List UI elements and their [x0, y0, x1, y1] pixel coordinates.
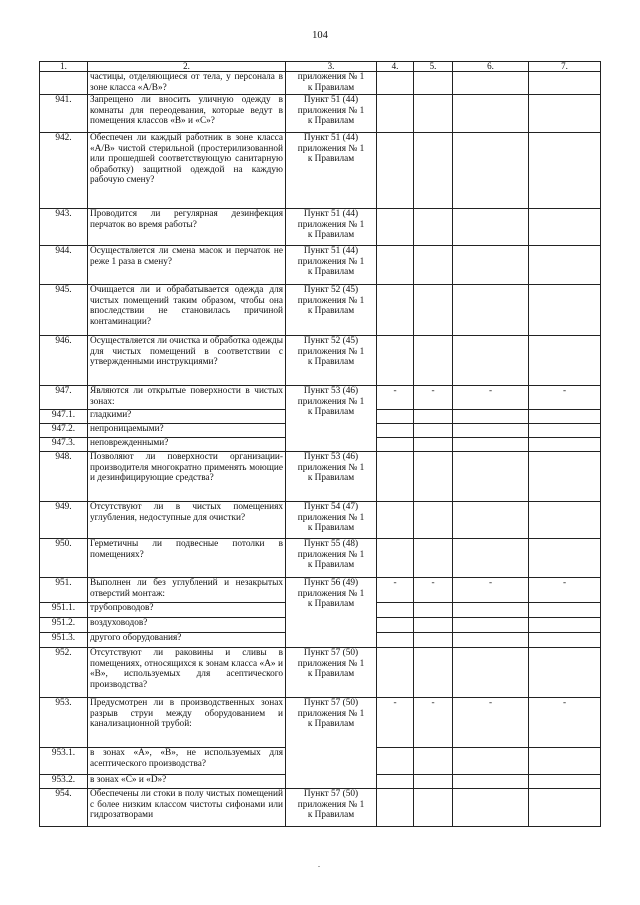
answer-cell[interactable] — [453, 72, 529, 95]
answer-cell[interactable] — [414, 438, 453, 452]
question-text: неповрежденными? — [88, 438, 286, 452]
row-number: 949. — [40, 502, 88, 539]
answer-cell[interactable] — [414, 502, 453, 539]
answer-cell[interactable] — [377, 133, 414, 209]
legal-reference: Пункт 51 (44) приложения № 1 к Правилам — [286, 133, 377, 209]
table-row — [40, 386, 601, 410]
legal-reference: Пункт 51 (44) приложения № 1 к Правилам — [286, 209, 377, 246]
answer-cell[interactable] — [453, 775, 529, 789]
answer-cell[interactable] — [377, 775, 414, 789]
question-text: частицы, отделяющиеся от тела, у персонала в зоне класса «А/В»? — [88, 72, 286, 95]
answer-cell[interactable] — [453, 209, 529, 246]
question-text: Герметичны ли подвесные потолки в помещениях? — [88, 539, 286, 578]
answer-cell[interactable] — [453, 633, 529, 648]
question-text: Осуществляется ли очистка и обработка одежды для чистых помещений в соответствии с утвержденными инструкциями? — [88, 336, 286, 386]
row-number: 951.3. — [40, 633, 88, 648]
answer-cell[interactable] — [529, 618, 601, 633]
answer-cell[interactable]: - — [414, 698, 453, 748]
table-row — [40, 789, 601, 827]
table-header-row — [40, 62, 601, 72]
question-text: Проводится ли регулярная дезинфекция перчаток во время работы? — [88, 209, 286, 246]
answer-cell[interactable] — [453, 285, 529, 336]
answer-cell[interactable]: - — [529, 698, 601, 748]
legal-reference: приложения № 1 к Правилам — [286, 72, 377, 95]
column-header: 3. — [286, 62, 377, 72]
answer-cell[interactable] — [529, 246, 601, 285]
answer-cell[interactable]: - — [377, 698, 414, 748]
answer-cell[interactable] — [453, 603, 529, 618]
question-text: Обеспечен ли каждый работник в зоне класса «А/В» чистой стерильной (простерилизованной или прошедшей соответствующую санитарную обработку) защитной одеждой на каждую рабочую смену? — [88, 133, 286, 209]
answer-cell[interactable] — [529, 133, 601, 209]
question-text: в зонах «С» и «D»? — [88, 775, 286, 789]
answer-cell[interactable] — [414, 72, 453, 95]
question-text: Запрещено ли вносить уличную одежду в комнаты для переодевания, которые ведут в помещения классов «В» и «С»? — [88, 95, 286, 133]
question-text: гладкими? — [88, 410, 286, 424]
answer-cell[interactable]: - — [453, 386, 529, 410]
answer-cell[interactable] — [377, 452, 414, 502]
answer-cell[interactable] — [377, 95, 414, 133]
question-text: Выполнен ли без углублений и незакрытых отверстий монтаж: — [88, 578, 286, 603]
answer-cell[interactable] — [453, 789, 529, 827]
answer-cell[interactable] — [529, 438, 601, 452]
column-header: 1. — [40, 62, 88, 72]
answer-cell[interactable] — [529, 410, 601, 424]
question-text: непроницаемыми? — [88, 424, 286, 438]
answer-cell[interactable] — [453, 336, 529, 386]
row-number: 947. — [40, 386, 88, 410]
answer-cell[interactable] — [453, 539, 529, 578]
answer-cell[interactable] — [414, 452, 453, 502]
table-row — [40, 133, 601, 209]
footer-mark: . — [318, 860, 320, 869]
answer-cell[interactable] — [453, 246, 529, 285]
row-number: 953. — [40, 698, 88, 748]
question-text: Отсутствуют ли в чистых помещениях углубления, недоступные для очистки? — [88, 502, 286, 539]
answer-cell[interactable] — [377, 748, 414, 775]
answer-cell[interactable] — [529, 648, 601, 698]
legal-reference: Пункт 51 (44) приложения № 1 к Правилам — [286, 246, 377, 285]
answer-cell[interactable] — [529, 775, 601, 789]
row-number: 947.3. — [40, 438, 88, 452]
answer-cell[interactable] — [529, 336, 601, 386]
answer-cell[interactable] — [377, 648, 414, 698]
answer-cell[interactable] — [529, 603, 601, 618]
answer-cell[interactable] — [377, 285, 414, 336]
question-text: Отсутствуют ли раковины и сливы в помещениях, относящихся к зонам класса «А» и «В», используемых для асептического производства? — [88, 648, 286, 698]
row-number: 945. — [40, 285, 88, 336]
answer-cell[interactable] — [414, 618, 453, 633]
answer-cell[interactable]: - — [453, 698, 529, 748]
question-text: Являются ли открытые поверхности в чистых зонах: — [88, 386, 286, 410]
row-number: 953.2. — [40, 775, 88, 789]
column-header: 5. — [414, 62, 453, 72]
legal-reference: Пункт 57 (50) приложения № 1 к Правилам — [286, 789, 377, 827]
answer-cell[interactable] — [414, 748, 453, 775]
answer-cell[interactable] — [414, 336, 453, 386]
row-number: 947.1. — [40, 410, 88, 424]
answer-cell[interactable] — [529, 95, 601, 133]
answer-cell[interactable] — [377, 246, 414, 285]
answer-cell[interactable] — [414, 648, 453, 698]
legal-reference: Пункт 52 (45) приложения № 1 к Правилам — [286, 285, 377, 336]
answer-cell[interactable] — [377, 789, 414, 827]
answer-cell[interactable] — [377, 336, 414, 386]
row-number — [40, 72, 88, 95]
table-row — [40, 578, 601, 603]
legal-reference: Пункт 51 (44) приложения № 1 к Правилам — [286, 95, 377, 133]
answer-cell[interactable] — [529, 633, 601, 648]
answer-cell[interactable] — [414, 633, 453, 648]
answer-cell[interactable] — [529, 452, 601, 502]
answer-cell[interactable] — [529, 72, 601, 95]
answer-cell[interactable] — [377, 502, 414, 539]
table-row — [40, 648, 601, 698]
page-number: 104 — [312, 30, 328, 41]
question-text: в зонах «А», «В», не используемых для асептического производства? — [88, 748, 286, 775]
answer-cell[interactable] — [453, 648, 529, 698]
row-number: 947.2. — [40, 424, 88, 438]
column-header: 6. — [453, 62, 529, 72]
legal-reference: Пункт 57 (50) приложения № 1 к Правилам — [286, 698, 377, 789]
answer-cell[interactable] — [453, 438, 529, 452]
answer-cell[interactable] — [453, 502, 529, 539]
question-text: воздуховодов? — [88, 618, 286, 633]
answer-cell[interactable] — [453, 133, 529, 209]
table-row — [40, 502, 601, 539]
table-row — [40, 452, 601, 502]
answer-cell[interactable] — [377, 72, 414, 95]
answer-cell[interactable] — [414, 603, 453, 618]
checklist-table — [39, 61, 601, 827]
question-text: другого оборудования? — [88, 633, 286, 648]
answer-cell[interactable] — [414, 789, 453, 827]
answer-cell[interactable]: - — [414, 578, 453, 603]
answer-cell[interactable] — [377, 438, 414, 452]
answer-cell[interactable] — [453, 410, 529, 424]
row-number: 951.1. — [40, 603, 88, 618]
answer-cell[interactable] — [414, 424, 453, 438]
row-number: 954. — [40, 789, 88, 827]
answer-cell[interactable]: - — [529, 386, 601, 410]
row-number: 952. — [40, 648, 88, 698]
table-row — [40, 246, 601, 285]
answer-cell[interactable] — [414, 133, 453, 209]
answer-cell[interactable] — [529, 209, 601, 246]
answer-cell[interactable] — [453, 452, 529, 502]
table-row — [40, 72, 601, 95]
row-number: 941. — [40, 95, 88, 133]
table-row — [40, 95, 601, 133]
answer-cell[interactable] — [529, 424, 601, 438]
table-row — [40, 539, 601, 578]
legal-reference: Пункт 56 (49) приложения № 1 к Правилам — [286, 578, 377, 648]
row-number: 948. — [40, 452, 88, 502]
legal-reference: Пункт 54 (47) приложения № 1 к Правилам — [286, 502, 377, 539]
legal-reference: Пункт 53 (46) приложения № 1 к Правилам — [286, 452, 377, 502]
answer-cell[interactable] — [414, 246, 453, 285]
answer-cell[interactable] — [414, 95, 453, 133]
answer-cell[interactable] — [377, 410, 414, 424]
answer-cell[interactable] — [529, 789, 601, 827]
row-number: 951. — [40, 578, 88, 603]
row-number: 943. — [40, 209, 88, 246]
answer-cell[interactable] — [414, 285, 453, 336]
row-number: 951.2. — [40, 618, 88, 633]
answer-cell[interactable] — [453, 95, 529, 133]
question-text: Позволяют ли поверхности организации-производителя многократно применять моющие и дезинфицирующие средства? — [88, 452, 286, 502]
question-text: Предусмотрен ли в производственных зонах разрыв струи между оборудованием и канализационной трубой: — [88, 698, 286, 748]
answer-cell[interactable] — [377, 603, 414, 618]
answer-cell[interactable] — [414, 775, 453, 789]
answer-cell[interactable] — [453, 424, 529, 438]
table-row — [40, 209, 601, 246]
answer-cell[interactable] — [529, 285, 601, 336]
answer-cell[interactable] — [377, 209, 414, 246]
question-text: Очищается ли и обрабатывается одежда для чистых помещений таким образом, чтобы она впоследствии не становилась причиной контаминации? — [88, 285, 286, 336]
question-text: трубопроводов? — [88, 603, 286, 618]
column-header: 7. — [529, 62, 601, 72]
row-number: 953.1. — [40, 748, 88, 775]
legal-reference: Пункт 52 (45) приложения № 1 к Правилам — [286, 336, 377, 386]
question-text: Осуществляется ли смена масок и перчаток не реже 1 раза в смену? — [88, 246, 286, 285]
legal-reference: Пункт 53 (46) приложения № 1 к Правилам — [286, 386, 377, 452]
question-text: Обеспечены ли стоки в полу чистых помещений с более низким классом чистоты сифонами или гидрозатворами — [88, 789, 286, 827]
column-header: 4. — [377, 62, 414, 72]
column-header: 2. — [88, 62, 286, 72]
answer-cell[interactable] — [377, 618, 414, 633]
answer-cell[interactable] — [453, 618, 529, 633]
table-row — [40, 336, 601, 386]
answer-cell[interactable] — [529, 539, 601, 578]
answer-cell[interactable] — [377, 539, 414, 578]
answer-cell[interactable] — [529, 502, 601, 539]
row-number: 950. — [40, 539, 88, 578]
row-number: 946. — [40, 336, 88, 386]
answer-cell[interactable] — [529, 748, 601, 775]
answer-cell[interactable] — [377, 633, 414, 648]
answer-cell[interactable] — [453, 748, 529, 775]
answer-cell[interactable] — [414, 539, 453, 578]
table-row — [40, 698, 601, 748]
legal-reference: Пункт 55 (48) приложения № 1 к Правилам — [286, 539, 377, 578]
answer-cell[interactable] — [414, 410, 453, 424]
legal-reference: Пункт 57 (50) приложения № 1 к Правилам — [286, 648, 377, 698]
answer-cell[interactable]: - — [529, 578, 601, 603]
answer-cell[interactable] — [414, 209, 453, 246]
answer-cell[interactable]: - — [377, 386, 414, 410]
answer-cell[interactable]: - — [414, 386, 453, 410]
answer-cell[interactable] — [377, 424, 414, 438]
row-number: 944. — [40, 246, 88, 285]
table-row — [40, 285, 601, 336]
answer-cell[interactable]: - — [377, 578, 414, 603]
answer-cell[interactable]: - — [453, 578, 529, 603]
row-number: 942. — [40, 133, 88, 209]
